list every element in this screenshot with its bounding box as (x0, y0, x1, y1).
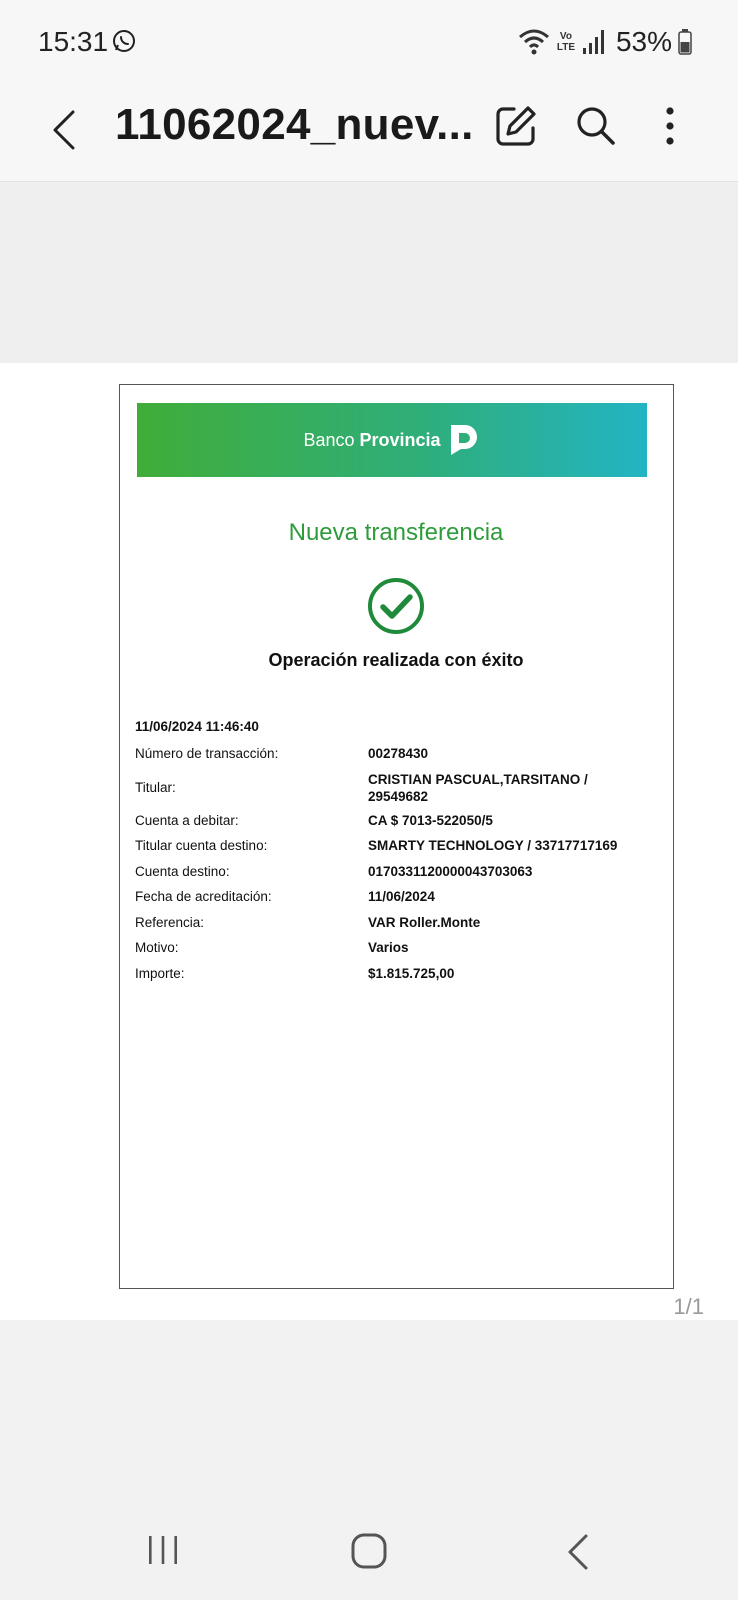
transaction-datetime: 11/06/2024 11:46:40 (135, 719, 259, 734)
detail-label: Motivo: (135, 940, 179, 955)
detail-value: $1.815.725,00 (368, 965, 455, 981)
detail-row (135, 914, 655, 940)
status-bar (0, 0, 738, 80)
edit-icon (494, 104, 538, 148)
detail-value: CRISTIAN PASCUAL,TARSITANO / 29549682 (368, 771, 588, 804)
detail-label: Importe: (135, 965, 185, 981)
detail-value: CA $ 7013-522050/5 (368, 812, 493, 828)
search-icon (574, 104, 618, 148)
detail-row (135, 863, 655, 889)
more-options-button[interactable] (654, 104, 686, 154)
bank-banner (137, 403, 647, 477)
detail-value: SMARTY TECHNOLOGY / 33717717169 (368, 838, 618, 853)
viewer-background (0, 183, 738, 363)
detail-label: Titular cuenta destino: (135, 838, 268, 853)
detail-label: Fecha de acreditación: (135, 889, 272, 904)
detail-value: 00278430 (368, 746, 429, 761)
detail-row (135, 837, 655, 863)
battery-icon (678, 29, 692, 55)
detail-label: Cuenta a debitar: (135, 812, 239, 828)
edit-button[interactable] (494, 104, 544, 154)
detail-row (135, 812, 655, 838)
detail-label: Número de transacción: (135, 746, 279, 761)
transfer-title: Nueva transferencia (288, 519, 504, 546)
whatsapp-icon (112, 29, 136, 53)
check-circle-icon (367, 577, 425, 635)
battery-percentage: 53% (615, 26, 672, 57)
detail-label: Cuenta destino: (135, 863, 230, 879)
bank-logo-icon (447, 423, 481, 457)
detail-row (135, 939, 655, 965)
detail-value: 11/06/2024 (368, 889, 435, 904)
home-icon[interactable] (350, 1532, 388, 1570)
page-counter: 1/1 (673, 1294, 704, 1319)
bank-name: Banco Provincia (303, 429, 441, 450)
status-icons (518, 22, 692, 62)
back-button[interactable] (42, 102, 86, 158)
document-title: 11062024_nuev... (115, 100, 474, 149)
status-time: 15:31 (38, 26, 109, 57)
detail-value: VAR Roller.Monte (368, 914, 481, 930)
detail-value: 0170331120000043703063 (368, 863, 533, 879)
nav-back-icon[interactable] (566, 1534, 590, 1570)
transaction-details (135, 745, 655, 990)
detail-row (135, 745, 655, 771)
detail-row (135, 888, 655, 914)
volte-label: Vo LTE (556, 31, 576, 53)
detail-label: Referencia: (135, 914, 205, 930)
app-bar (0, 80, 738, 182)
signal-icon (582, 28, 606, 56)
success-message: Operación realizada con éxito (268, 650, 524, 670)
detail-label: Titular: (135, 779, 176, 795)
more-vert-icon (654, 104, 686, 148)
detail-row (135, 965, 655, 991)
back-arrow-icon (51, 110, 77, 150)
detail-row (135, 771, 655, 812)
wifi-icon (518, 27, 550, 57)
recent-apps-icon[interactable] (146, 1534, 180, 1566)
detail-value: Varios (368, 940, 409, 955)
navigation-bar (0, 1500, 738, 1600)
pdf-page[interactable] (119, 384, 674, 1289)
search-button[interactable] (574, 104, 624, 154)
